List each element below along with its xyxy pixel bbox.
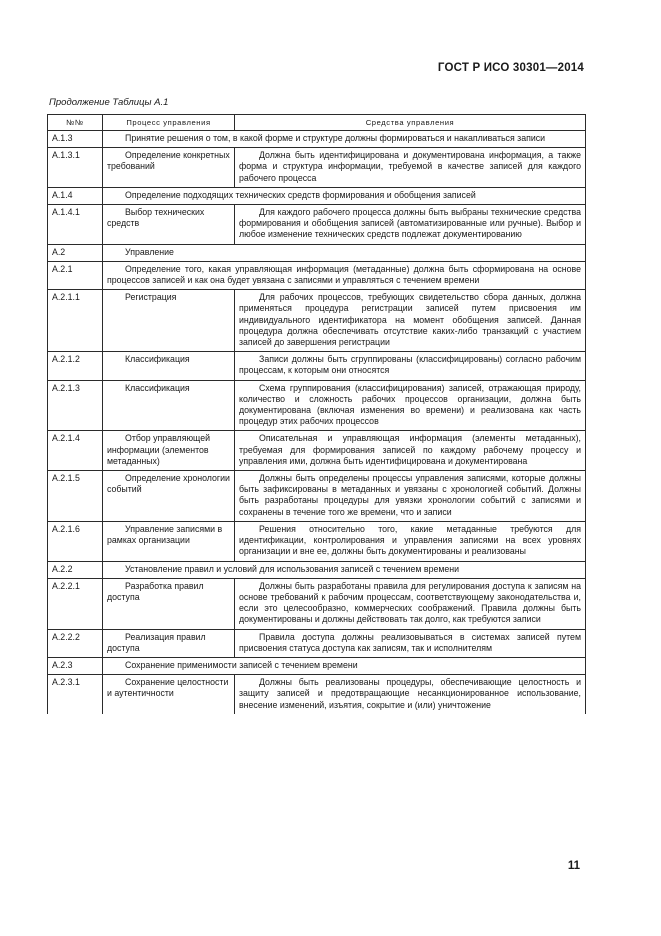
controls-table (47, 114, 586, 714)
row-code: А.1.3 (48, 131, 103, 148)
column-header-number: №№ (48, 115, 103, 131)
table-row (48, 380, 586, 431)
row-section-heading: Принятие решения о том, в какой форме и структуре должны формироваться и накапливаться записи (103, 131, 586, 148)
table-row (48, 561, 586, 578)
row-process: Реализация правил доступа (103, 629, 235, 657)
row-section-heading: Определение подходящих технических средств формирования и обобщения записей (103, 187, 586, 204)
row-process: Классификация (103, 352, 235, 380)
table-row (48, 148, 586, 188)
table-caption: Продолжение Таблицы А.1 (49, 97, 169, 108)
row-section-heading: Управление (103, 244, 586, 261)
table-row (48, 657, 586, 674)
table-row (48, 471, 586, 522)
row-process: Выбор технических средств (103, 205, 235, 245)
row-code: А.2.2.1 (48, 578, 103, 629)
row-code: А.1.4 (48, 187, 103, 204)
table-row (48, 205, 586, 245)
row-section-heading: Сохранение применимости записей с течением времени (103, 657, 586, 674)
row-code: А.1.4.1 (48, 205, 103, 245)
row-section-heading: Определение того, какая управляющая информация (метаданные) должна быть сформирована на основе процессов записей и как она будет увязана с записями и управляться с течением времени (103, 261, 586, 289)
row-code: А.2.3 (48, 657, 103, 674)
page-number: 11 (567, 860, 580, 872)
table-row (48, 629, 586, 657)
row-means: Решения относительно того, какие метаданные требуются для идентификации, контролирования и управления записями на всех уровнях организации и вне ее, должны быть документированы и реализованы (235, 521, 586, 561)
row-means: Должны быть определены процессы управления записями, которые должны быть зафиксированы в метаданных и увязаны с хронологией событий. Должны быть разработаны процедуры для увязки хронологии событий с записями и сохранены в течение того же времени, что и записи (235, 471, 586, 522)
table-row (48, 261, 586, 289)
table-row (48, 244, 586, 261)
row-section-heading: Установление правил и условий для использования записей с течением времени (103, 561, 586, 578)
row-process: Сохранение целостности и аутентичности (103, 675, 235, 714)
row-code: А.2.2.2 (48, 629, 103, 657)
table-row (48, 431, 586, 471)
row-process: Регистрация (103, 290, 235, 352)
table-row (48, 578, 586, 629)
table-row (48, 352, 586, 380)
row-means: Схема группирования (классифицирования) записей, отражающая природу, количество и сложность рабочих процессов организации, должна быть документирована (включая изменения во времени) и реализована как часть процедур этих рабочих процессов (235, 380, 586, 431)
row-code: А.2.1.5 (48, 471, 103, 522)
row-code: А.2 (48, 244, 103, 261)
row-process: Определение хронологии событий (103, 471, 235, 522)
table-row (48, 187, 586, 204)
row-code: А.2.1 (48, 261, 103, 289)
row-code: А.1.3.1 (48, 148, 103, 188)
column-header-process: Процесс управления (103, 115, 235, 131)
standard-header: ГОСТ Р ИСО 30301—2014 (437, 62, 584, 74)
row-means: Записи должны быть сгруппированы (классифицированы) согласно рабочим процессам, к которым они относятся (235, 352, 586, 380)
row-code: А.2.1.6 (48, 521, 103, 561)
table-row (48, 290, 586, 352)
row-means: Описательная и управляющая информация (элементы метаданных), требуемая для формирования записей по каждому рабочему процессу и управления ими, должна быть идентифицирована и документирована (235, 431, 586, 471)
column-header-means: Средства управления (235, 115, 586, 131)
row-process: Отбор управляющей информации (элементов метаданных) (103, 431, 235, 471)
row-means: Правила доступа должны реализовываться в системах записей путем присвоения статуса доступа как записям, так и исполнителям (235, 629, 586, 657)
row-means: Для рабочих процессов, требующих свидетельство сбора данных, должна применяться процедура регистрации записей путем присвоения им индивидуального идентификатора на момент обобщения записей. Данная процедура должна обеспечивать отсутствие каких-либо транзакций с участием записей до завершения регистрации (235, 290, 586, 352)
row-means: Должна быть идентифицирована и документирована информация, а также форма и структура информации, требуемой в качестве записей для каждого рабочего процесса (235, 148, 586, 188)
row-code: А.2.3.1 (48, 675, 103, 714)
row-process: Определение конкретных требований (103, 148, 235, 188)
table-row (48, 131, 586, 148)
row-means: Для каждого рабочего процесса должны быть выбраны технические средства формирования и обобщения записей (автоматизированные или ручные). Выбор и любое изменение технических средств подлежат документированию (235, 205, 586, 245)
row-code: А.2.1.2 (48, 352, 103, 380)
row-process: Разработка правил доступа (103, 578, 235, 629)
row-code: А.2.1.3 (48, 380, 103, 431)
row-means: Должны быть реализованы процедуры, обеспечивающие целостность и защиту записей и предотвращающие несанкционированное использование, внесение изменений, изъятия, сокрытие и (или) уничтожение (235, 675, 586, 714)
row-means: Должны быть разработаны правила для регулирования доступа к записям на основе требований к рабочим процессам, соответствующему законодательства и, если это целесообразно, коммерческих соображений. Правила должны быть документированы и должны действовать так долго, как требуются записи (235, 578, 586, 629)
table-row (48, 521, 586, 561)
row-process: Управление записями в рамках организации (103, 521, 235, 561)
row-code: А.2.1.4 (48, 431, 103, 471)
table-body (48, 131, 586, 714)
row-code: А.2.1.1 (48, 290, 103, 352)
row-process: Классификация (103, 380, 235, 431)
row-code: А.2.2 (48, 561, 103, 578)
table-header-row (48, 115, 586, 131)
table-row (48, 675, 586, 714)
